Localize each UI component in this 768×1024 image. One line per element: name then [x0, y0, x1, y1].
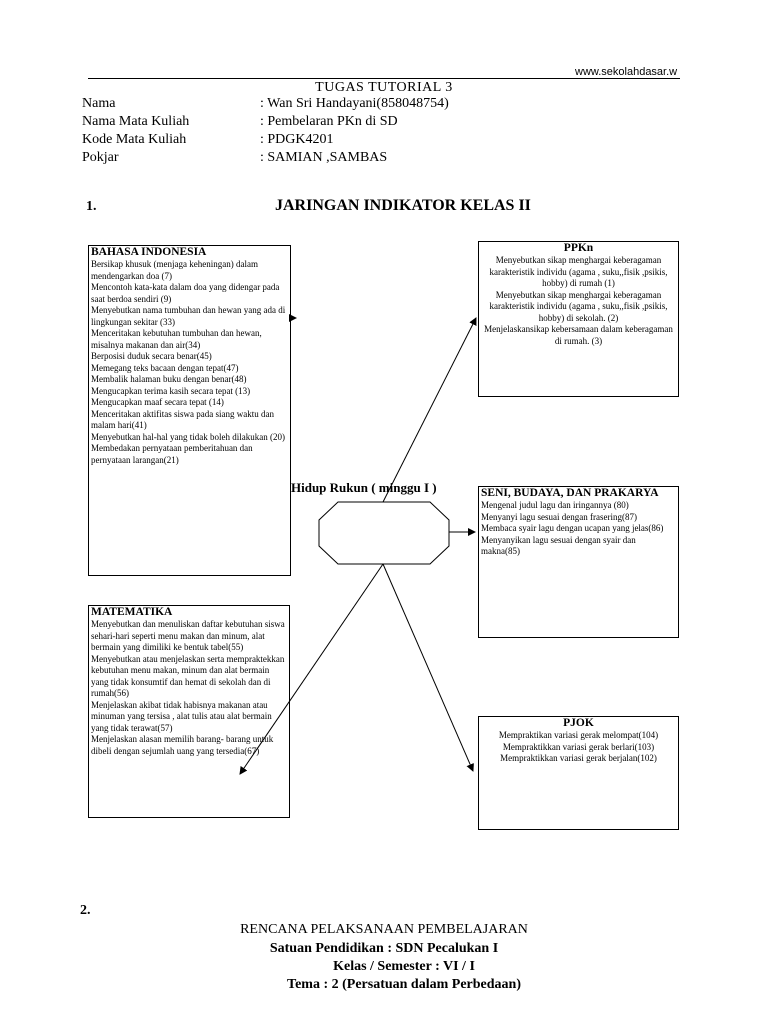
- meta-label-pokjar: Pokjar: [82, 150, 119, 165]
- rpp-tema: Tema : 2 (Persatuan dalam Perbedaan): [287, 977, 521, 992]
- meta-label-nama: Nama: [82, 96, 116, 111]
- bahasa-item: Menyebutkan hal-hal yang tidak boleh dilakukan (20): [91, 431, 285, 442]
- bahasa-item: Bersikap khusuk (menjaga keheningan) dalam mendengarkan doa (7): [91, 259, 258, 281]
- arrow-to-pjok: [383, 564, 473, 771]
- bahasa-item: Menceritakan kebutuhan tumbuhan dan hewan, misalnya makanan dan air(34): [91, 328, 262, 350]
- rpp-kelas-semester: Kelas / Semester : VI / I: [333, 959, 475, 974]
- section-1-heading: JARINGAN INDIKATOR KELAS II: [275, 197, 531, 214]
- seni-item: Mengenal judul lagu dan iringannya (80): [481, 500, 629, 510]
- pjok-item: Mempraktikkan variasi gerak berjalan(102): [500, 753, 657, 763]
- hub-label: Hidup Rukun ( minggu I ): [291, 480, 437, 495]
- meta-value-kode: : PDGK4201: [260, 132, 334, 147]
- box-matematika: [88, 605, 290, 818]
- bahasa-item: Membalik halaman buku dengan benar(48): [91, 374, 247, 384]
- box-ppkn: [478, 241, 679, 397]
- box-pjok: [478, 716, 679, 830]
- mtk-item: Menjelaskan akibat tidak habisnya makanan atau minuman yang tersisa , alat tulis atau alat bermain yang tidak terawat(57): [91, 699, 272, 733]
- meta-value-pokjar: : SAMIAN ,SAMBAS: [260, 150, 388, 165]
- seni-item: Menyanyi lagu sesuai dengan frasering(87): [481, 511, 637, 522]
- ppkn-item: Menyebutkan sikap menghargai keberagaman karakteristik individu (agama , suku,,fisik ,psikis, hobby) di rumah (1): [489, 255, 668, 288]
- meta-label-mata-kuliah: Nama Mata Kuliah: [82, 114, 190, 129]
- rpp-satuan-pendidikan: Satuan Pendidikan : SDN Pecalukan I: [269, 941, 499, 956]
- mtk-item: Menjelaskan alasan memilih barang- barang untuk dibeli dengan sejumlah uang yang tersedia(67): [91, 734, 274, 756]
- hub-octagon: [319, 502, 449, 564]
- box-mtk-title: MATEMATIKA: [91, 606, 173, 618]
- mtk-item: Menyebutkan dan menuliskan daftar kebutuhan siswa sehari-hari seperti menu makan dan minum, alat bermain yang dimiliki ke bentuk tabel(55): [91, 619, 285, 652]
- bahasa-item: Berposisi duduk secara benar(45): [91, 351, 212, 361]
- seni-item: Menyanyikan lagu sesuai dengan syair dan makna(85): [481, 534, 636, 556]
- mtk-item: Menyebutkan atau menjelaskan serta mempraktekkan kebutuhan menu makan, minum dan alat bermain yang tidak konsumtif dan hemat di sekolah dan di rumah(56): [91, 653, 285, 698]
- meta-value-nama: : Wan Sri Handayani(858048754): [260, 96, 449, 111]
- document-title: TUGAS TUTORIAL 3: [315, 80, 453, 95]
- bahasa-item: Mengucapkan maaf secara tepat (14): [91, 397, 224, 407]
- watermark-url[interactable]: www.sekolahdasar.w: [575, 66, 678, 78]
- meta-value-mata-kuliah: : Pembelaran PKn di SD: [260, 114, 398, 129]
- meta-label-kode: Kode Mata Kuliah: [82, 132, 187, 147]
- box-seni-budaya: [478, 486, 679, 638]
- box-ppkn-title: PPKn: [563, 242, 594, 254]
- bahasa-item: Mencontoh kata-kata dalam doa yang didengar pada saat berdoa sendiri (9): [91, 282, 280, 304]
- bahasa-item: Menyebutkan nama tumbuhan dan hewan yang ada di lingkungan sekitar (33): [91, 305, 286, 327]
- ppkn-item: Menjelaskansikap kebersamaan dalam keberagaman di rumah. (3): [484, 324, 673, 346]
- rpp-title: RENCANA PELAKSANAAN PEMBELAJARAN: [240, 922, 528, 937]
- box-bahasa-title: BAHASA INDONESIA: [91, 246, 207, 258]
- bahasa-item: Mengucapkan terima kasih secara tepat (13): [91, 385, 251, 396]
- bahasa-item: Memegang teks bacaan dengan tepat(47): [91, 362, 239, 373]
- arrow-to-ppkn: [383, 318, 476, 502]
- bahasa-item: Membedakan pernyataan pemberitahuan dan pernyataan larangan(21): [91, 443, 253, 465]
- pjok-item: Mempraktikkan variasi gerak berlari(103): [502, 741, 655, 752]
- bahasa-item: Menceritakan aktifitas siswa pada siang waktu dan malam hari(41): [91, 408, 274, 430]
- section-2-number: 2.: [80, 903, 91, 918]
- box-pjok-title: PJOK: [563, 717, 594, 729]
- ppkn-item: Menyebutkan sikap menghargai keberagaman karakteristik individu (agama , suku,,fisik ,psikis, hobby) di sekolah. (2): [489, 289, 668, 323]
- pjok-item: Mempraktikan variasi gerak melompat(104): [498, 730, 659, 740]
- seni-item: Membaca syair lagu dengan ucapan yang jelas(86): [481, 523, 664, 533]
- section-1-number: 1.: [86, 199, 97, 214]
- box-seni-title: SENI, BUDAYA, DAN PRAKARYA: [481, 487, 659, 499]
- box-bahasa-indonesia: [88, 245, 291, 576]
